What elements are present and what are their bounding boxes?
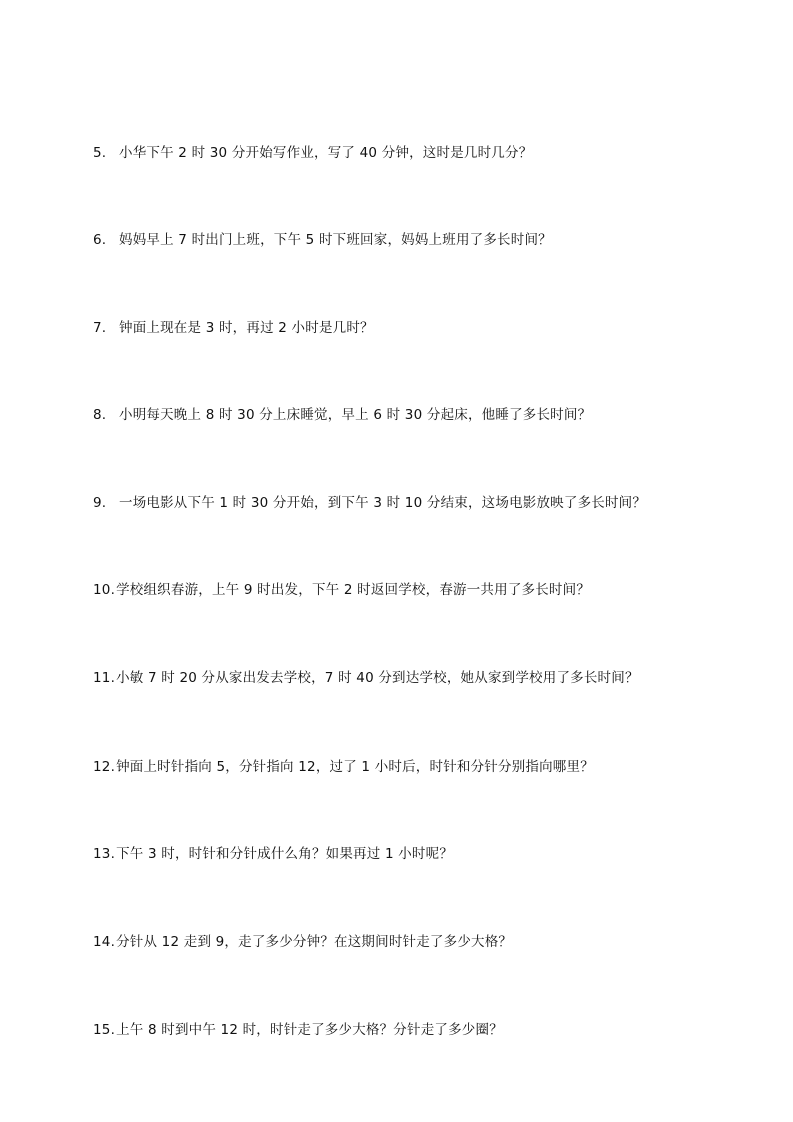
question-number: 7. [93, 320, 107, 336]
question-number: 10. [93, 582, 116, 598]
question-number: 8. [93, 407, 107, 423]
question-text: 钟面上现在是 3 时，再过 2 小时是几时？ [119, 320, 374, 336]
question-12 [93, 758, 713, 776]
question-text: 钟面上时针指向 5，分针指向 12，过了 1 小时后，时针和分针分别指向哪里？ [116, 759, 594, 775]
question-8 [93, 406, 713, 424]
question-text: 上午 8 时到中午 12 时，时针走了多少大格？分针走了多少圈？ [116, 1022, 503, 1038]
question-5 [93, 144, 713, 162]
question-13 [93, 845, 713, 863]
question-7 [93, 319, 713, 337]
question-9 [93, 494, 713, 512]
question-text: 小明每天晚上 8 时 30 分上床睡觉，早上 6 时 30 分起床，他睡了多长时间？ [119, 407, 592, 423]
question-text: 学校组织春游，上午 9 时出发，下午 2 时返回学校，春游一共用了多长时间？ [116, 582, 591, 598]
question-number: 14. [93, 934, 116, 950]
question-number: 12. [93, 759, 116, 775]
question-10 [93, 581, 713, 599]
question-text: 妈妈早上 7 时出门上班，下午 5 时下班回家，妈妈上班用了多长时间？ [119, 232, 552, 248]
question-number: 5. [93, 145, 107, 161]
question-text: 分针从 12 走到 9，走了多少分钟？在这期间时针走了多少大格？ [116, 934, 513, 950]
question-11 [93, 669, 713, 687]
question-6 [93, 231, 713, 249]
question-text: 小敏 7 时 20 分从家出发去学校，7 时 40 分到达学校，她从家到学校用了多长时间？ [116, 670, 639, 686]
question-number: 13. [93, 846, 116, 862]
question-text: 小华下午 2 时 30 分开始写作业，写了 40 分钟，这时是几时几分？ [119, 145, 533, 161]
question-14 [93, 933, 713, 951]
question-number: 15. [93, 1022, 116, 1038]
question-number: 11. [93, 670, 116, 686]
question-number: 6. [93, 232, 107, 248]
question-15 [93, 1021, 713, 1039]
question-number: 9. [93, 495, 107, 511]
question-text: 下午 3 时，时针和分针成什么角？如果再过 1 小时呢？ [116, 846, 454, 862]
question-text: 一场电影从下午 1 时 30 分开始，到下午 3 时 10 分结束，这场电影放映了多长时间？ [119, 495, 647, 511]
